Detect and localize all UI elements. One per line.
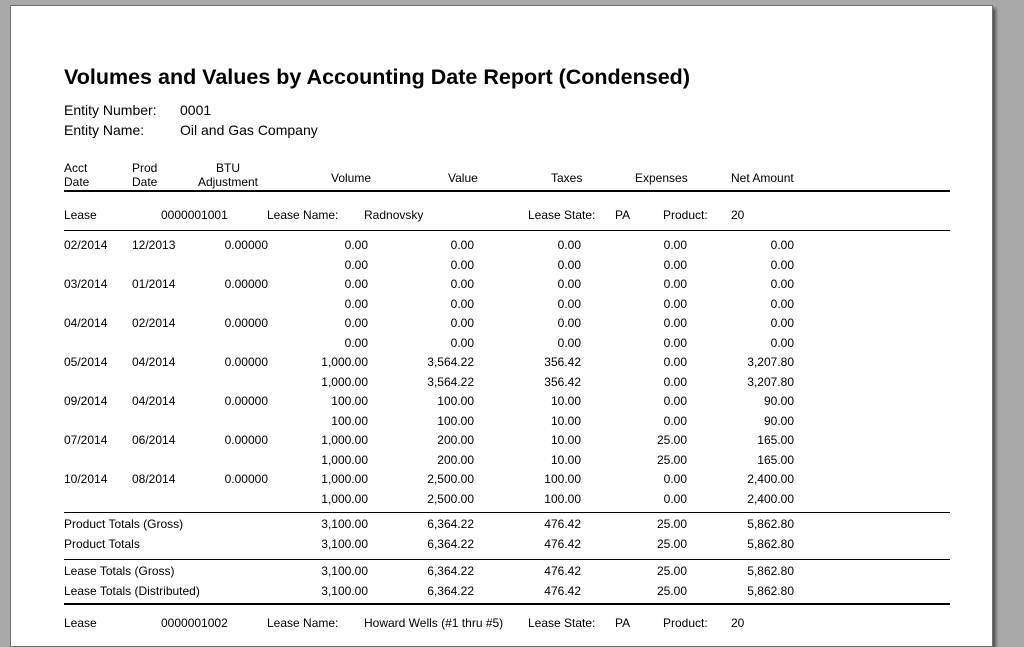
- prod-date-cell: 04/2014: [132, 355, 176, 369]
- lease-label: Lease: [64, 208, 97, 222]
- expenses-cell: 0.00: [663, 355, 687, 369]
- value-cell: 0.00: [450, 316, 474, 330]
- report-title: Volumes and Values by Accounting Date Report (Condensed): [64, 65, 690, 89]
- btu-adjustment-cell: 0.00000: [224, 238, 268, 252]
- lease-number: 0000001001: [161, 208, 228, 222]
- header-prod-date: Prod Date: [132, 161, 158, 189]
- taxes-cell: 10.00: [550, 413, 581, 428]
- header-taxes: Taxes: [551, 171, 583, 185]
- expenses-cell: 0.00: [663, 257, 687, 272]
- taxes-cell: 356.42: [544, 355, 581, 369]
- lease-state: PA: [615, 208, 631, 222]
- expenses-cell: 0.00: [663, 277, 687, 291]
- expenses-cell: 25.00: [656, 433, 687, 447]
- volume-cell: 1,000.00: [321, 452, 368, 467]
- expenses-cell: 0.00: [663, 413, 687, 428]
- taxes-cell: 356.42: [544, 374, 581, 389]
- expenses-cell: 0.00: [663, 374, 687, 389]
- prod-date-cell: 08/2014: [132, 472, 176, 486]
- taxes-cell: 476.42: [544, 517, 581, 531]
- expenses-cell: 25.00: [656, 536, 687, 551]
- taxes-cell: 10.00: [550, 452, 581, 467]
- volume-cell: 1,000.00: [321, 472, 368, 486]
- btu-adjustment-cell: 0.00000: [224, 277, 268, 291]
- totals-label: Product Totals: [64, 536, 140, 551]
- net-amount-cell: 0.00: [770, 316, 794, 330]
- prod-date-cell: 01/2014: [132, 277, 176, 291]
- expenses-cell: 0.00: [663, 316, 687, 330]
- header-acct-date: Acct Date: [64, 161, 90, 189]
- header-net-amount: Net Amount: [731, 171, 794, 185]
- header-btu-adjustment: BTU Adjustment: [197, 161, 259, 189]
- lease-name: Howard Wells (#1 thru #5): [364, 616, 504, 630]
- net-amount-cell: 0.00: [770, 335, 794, 350]
- prod-date-cell: 12/2013: [132, 238, 176, 252]
- net-amount-cell: 0.00: [770, 296, 794, 311]
- btu-adjustment-cell: 0.00000: [224, 316, 268, 330]
- taxes-cell: 0.00: [557, 335, 581, 350]
- volume-cell: 3,100.00: [321, 536, 368, 551]
- expenses-cell: 25.00: [656, 452, 687, 467]
- volume-cell: 1,000.00: [321, 355, 368, 369]
- taxes-cell: 10.00: [550, 394, 581, 408]
- value-cell: 200.00: [437, 433, 474, 447]
- taxes-cell: 100.00: [544, 491, 581, 506]
- net-amount-cell: 2,400.00: [747, 491, 794, 506]
- prod-date-cell: 06/2014: [132, 433, 176, 447]
- lease-name-label: Lease Name:: [267, 208, 339, 222]
- lease-rule: [64, 230, 950, 231]
- taxes-cell: 476.42: [544, 564, 581, 578]
- volume-cell: 0.00: [344, 316, 368, 330]
- net-amount-cell: 5,862.80: [747, 536, 794, 551]
- net-amount-cell: 0.00: [770, 257, 794, 272]
- lease-state-label: Lease State:: [528, 616, 596, 630]
- lease-number: 0000001002: [161, 616, 228, 630]
- value-cell: 0.00: [450, 257, 474, 272]
- totals-label: Lease Totals (Gross): [64, 564, 175, 578]
- expenses-cell: 0.00: [663, 335, 687, 350]
- value-cell: 2,500.00: [427, 491, 474, 506]
- expenses-cell: 0.00: [663, 472, 687, 486]
- btu-adjustment-cell: 0.00000: [224, 472, 268, 486]
- expenses-cell: 25.00: [656, 517, 687, 531]
- expenses-cell: 25.00: [656, 583, 687, 598]
- net-amount-cell: 2,400.00: [747, 472, 794, 486]
- btu-adjustment-cell: 0.00000: [224, 394, 268, 408]
- lease-state: PA: [615, 616, 631, 630]
- header-expenses: Expenses: [635, 171, 688, 185]
- product-code: 20: [731, 616, 745, 630]
- taxes-cell: 476.42: [544, 536, 581, 551]
- volume-cell: 3,100.00: [321, 564, 368, 578]
- net-amount-cell: 3,207.80: [747, 355, 794, 369]
- totals-label: Product Totals (Gross): [64, 517, 184, 531]
- report-page: [10, 5, 993, 647]
- expenses-cell: 0.00: [663, 491, 687, 506]
- value-cell: 0.00: [450, 238, 474, 252]
- net-amount-cell: 165.00: [757, 452, 794, 467]
- product-totals-rule: [64, 512, 950, 513]
- prod-date-cell: 02/2014: [132, 316, 176, 330]
- value-cell: 6,364.22: [427, 536, 474, 551]
- taxes-cell: 0.00: [557, 257, 581, 272]
- taxes-cell: 0.00: [557, 316, 581, 330]
- value-cell: 3,564.22: [427, 355, 474, 369]
- value-cell: 6,364.22: [427, 564, 474, 578]
- volume-cell: 1,000.00: [321, 433, 368, 447]
- volume-cell: 1,000.00: [321, 374, 368, 389]
- acct-date-cell: 03/2014: [64, 277, 108, 291]
- volume-cell: 0.00: [344, 335, 368, 350]
- expenses-cell: 0.00: [663, 394, 687, 408]
- expenses-cell: 0.00: [663, 238, 687, 252]
- net-amount-cell: 3,207.80: [747, 374, 794, 389]
- header-rule: [64, 190, 950, 192]
- header-volume: Volume: [331, 171, 372, 185]
- volume-cell: 100.00: [331, 413, 368, 428]
- acct-date-cell: 04/2014: [64, 316, 108, 330]
- volume-cell: 0.00: [344, 296, 368, 311]
- net-amount-cell: 165.00: [757, 433, 794, 447]
- entity-number-label: Entity Number:: [64, 102, 157, 118]
- lease-end-rule: [64, 603, 950, 605]
- value-cell: 6,364.22: [427, 517, 474, 531]
- product-label: Product:: [663, 616, 708, 630]
- net-amount-cell: 5,862.80: [747, 517, 794, 531]
- taxes-cell: 0.00: [557, 277, 581, 291]
- value-cell: 0.00: [450, 335, 474, 350]
- product-label: Product:: [663, 208, 708, 222]
- prod-date-cell: 04/2014: [132, 394, 176, 408]
- volume-cell: 3,100.00: [321, 517, 368, 531]
- lease-totals-rule: [64, 559, 950, 560]
- acct-date-cell: 10/2014: [64, 472, 108, 486]
- totals-label: Lease Totals (Distributed): [64, 583, 200, 598]
- acct-date-cell: 09/2014: [64, 394, 108, 408]
- value-cell: 6,364.22: [427, 583, 474, 598]
- net-amount-cell: 0.00: [770, 277, 794, 291]
- entity-name-line: [64, 122, 318, 138]
- btu-adjustment-cell: 0.00000: [224, 433, 268, 447]
- volume-cell: 100.00: [331, 394, 368, 408]
- net-amount-cell: 0.00: [770, 238, 794, 252]
- net-amount-cell: 5,862.80: [747, 583, 794, 598]
- value-cell: 3,564.22: [427, 374, 474, 389]
- acct-date-cell: 07/2014: [64, 433, 108, 447]
- entity-name-label: Entity Name:: [64, 122, 145, 138]
- entity-number-line: [64, 102, 211, 118]
- lease-state-label: Lease State:: [528, 208, 596, 222]
- product-code: 20: [731, 208, 745, 222]
- taxes-cell: 10.00: [550, 433, 581, 447]
- value-cell: 200.00: [437, 452, 474, 467]
- acct-date-cell: 05/2014: [64, 355, 108, 369]
- expenses-cell: 25.00: [656, 564, 687, 578]
- volume-cell: 0.00: [344, 257, 368, 272]
- header-value: Value: [448, 171, 478, 185]
- lease-name-label: Lease Name:: [267, 616, 339, 630]
- entity-number-value: 0001: [180, 102, 212, 118]
- taxes-cell: 0.00: [557, 296, 581, 311]
- net-amount-cell: 5,862.80: [747, 564, 794, 578]
- value-cell: 100.00: [437, 394, 474, 408]
- volume-cell: 0.00: [344, 238, 368, 252]
- value-cell: 100.00: [437, 413, 474, 428]
- net-amount-cell: 90.00: [763, 394, 794, 408]
- volume-cell: 0.00: [344, 277, 368, 291]
- value-cell: 0.00: [450, 277, 474, 291]
- expenses-cell: 0.00: [663, 296, 687, 311]
- lease-name: Radnovsky: [364, 208, 424, 222]
- volume-cell: 1,000.00: [321, 491, 368, 506]
- acct-date-cell: 02/2014: [64, 238, 108, 252]
- taxes-cell: 476.42: [544, 583, 581, 598]
- net-amount-cell: 90.00: [763, 413, 794, 428]
- btu-adjustment-cell: 0.00000: [224, 355, 268, 369]
- value-cell: 2,500.00: [427, 472, 474, 486]
- value-cell: 0.00: [450, 296, 474, 311]
- volume-cell: 3,100.00: [321, 583, 368, 598]
- taxes-cell: 100.00: [544, 472, 581, 486]
- lease-label: Lease: [64, 616, 97, 630]
- entity-name-value: Oil and Gas Company: [180, 122, 318, 138]
- taxes-cell: 0.00: [557, 238, 581, 252]
